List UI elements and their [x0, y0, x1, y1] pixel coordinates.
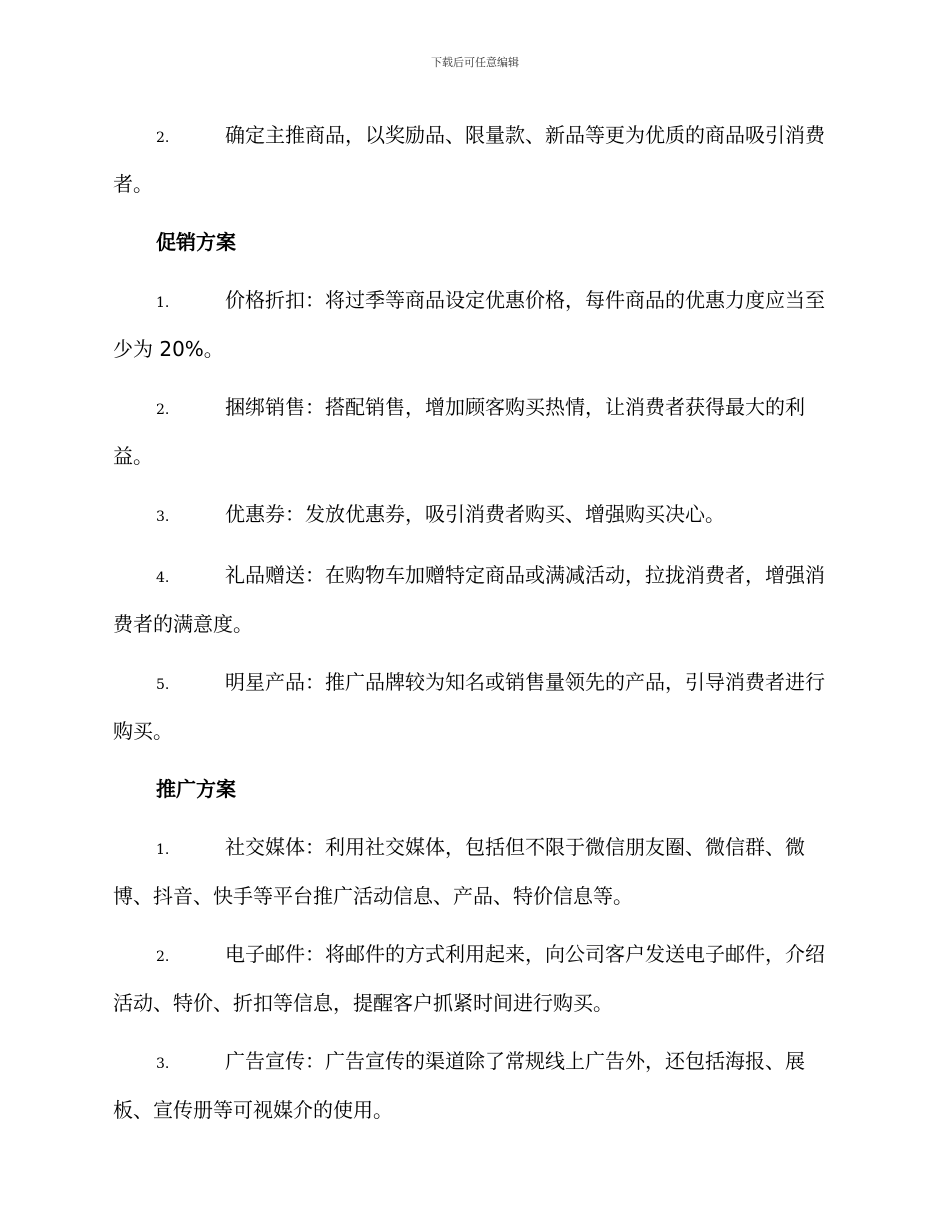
list-text: 捆绑销售：搭配销售，增加顾客购买热情，让消费者获得最大的利益。: [113, 395, 805, 468]
list-number: 1.: [156, 842, 170, 858]
list-text: 价格折扣：将过季等商品设定优惠价格，每件商品的优惠力度应当至少为 20%。: [113, 288, 825, 361]
list-text: 社交媒体：利用社交媒体，包括但不限于微信朋友圈、微信群、微博、抖音、快手等平台推广活动信息、产品、特价信息等。: [113, 835, 805, 908]
list-item: [113, 931, 833, 1026]
list-number: 2.: [156, 949, 170, 965]
list-item: [113, 1038, 833, 1133]
list-number: 4.: [156, 570, 170, 586]
list-text: 电子邮件：将邮件的方式利用起来，向公司客户发送电子邮件，介绍活动、特价、折扣等信息，提醒客户抓紧时间进行购买。: [113, 942, 825, 1015]
section-heading-marketing: 推广方案: [156, 777, 236, 801]
list-item: [113, 552, 833, 647]
list-number: 3.: [156, 1056, 170, 1072]
list-item: [113, 491, 833, 540]
list-text: 明星产品：推广品牌较为知名或销售量领先的产品，引导消费者进行购买。: [113, 670, 825, 743]
document-body: [113, 112, 833, 1145]
list-item: [113, 824, 833, 919]
list-text: 礼品赠送：在购物车加赠特定商品或满减活动，拉拢消费者，增强消费者的满意度。: [113, 563, 825, 636]
list-item: [113, 112, 833, 207]
list-number: 2.: [156, 402, 170, 418]
section-heading-promotion: 促销方案: [156, 230, 236, 254]
list-number: 3.: [156, 509, 170, 525]
page-header: 下载后可任意编辑: [431, 56, 519, 69]
list-item: [113, 659, 833, 754]
list-text: 广告宣传：广告宣传的渠道除了常规线上广告外，还包括海报、展板、宣传册等可视媒介的使用。: [113, 1049, 805, 1122]
list-number: 2.: [156, 130, 170, 146]
list-item: [113, 277, 833, 372]
list-number: 5.: [156, 677, 170, 693]
list-text: 优惠券：发放优惠券，吸引消费者购买、增强购买决心。: [225, 502, 725, 526]
list-text: 确定主推商品，以奖励品、限量款、新品等更为优质的商品吸引消费者。: [113, 123, 825, 196]
list-item: [113, 384, 833, 479]
list-number: 1.: [156, 295, 170, 311]
